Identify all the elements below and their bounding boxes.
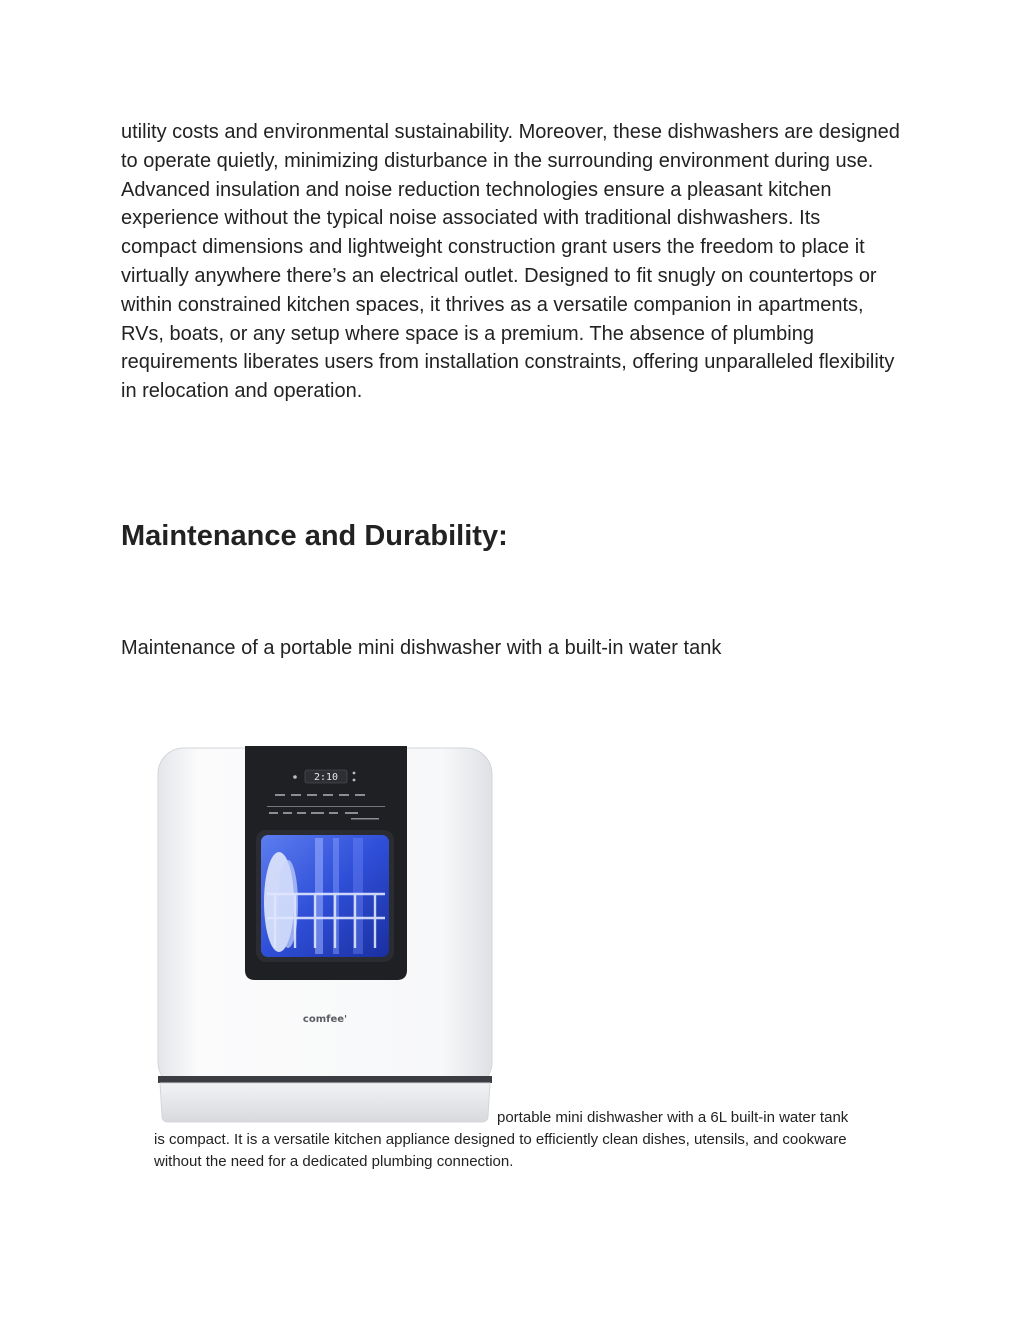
display-time: 2:10 bbox=[313, 772, 339, 783]
image-caption-first-line: portable mini dishwasher with a 6L built-in water tank bbox=[497, 1109, 849, 1126]
intro-line: Maintenance of a portable mini dishwasher with a built-in water tank bbox=[121, 637, 722, 659]
section-heading: Maintenance and Durability: bbox=[121, 520, 508, 552]
body-paragraph: utility costs and environmental sustainability. Moreover, these dishwashers are designed to operate quietly, minimizing disturbance in the surrounding environment during use. Advanced insulation and noise reduction technologies ensure a pleasant kitchen experience without the typical noise associated with traditional dishwashers. Its compact dimensions and lightweight construction grant users the freedom to place it virtually anywhere there’s an electrical outlet. Designed to fit snugly on countertops or within constrained kitchen spaces, it thrives as a versatile companion in apartments, RVs, boats, or any setup where space is a premium. The absence of plumbing requirements liberates users from installation constraints, offering unparalleled flexibility in relocation and operation. bbox=[121, 121, 900, 403]
image-caption-continued: is compact. It is a versatile kitchen appliance designed to efficiently clean dishes, utensils, and cookware without the need for a dedicated plumbing connection. bbox=[154, 1131, 847, 1170]
dishwasher-product-image bbox=[155, 742, 497, 1126]
dishwasher-base bbox=[158, 1076, 492, 1122]
dishwasher-window bbox=[256, 830, 394, 962]
brand-logo: comfee' bbox=[302, 1014, 348, 1025]
